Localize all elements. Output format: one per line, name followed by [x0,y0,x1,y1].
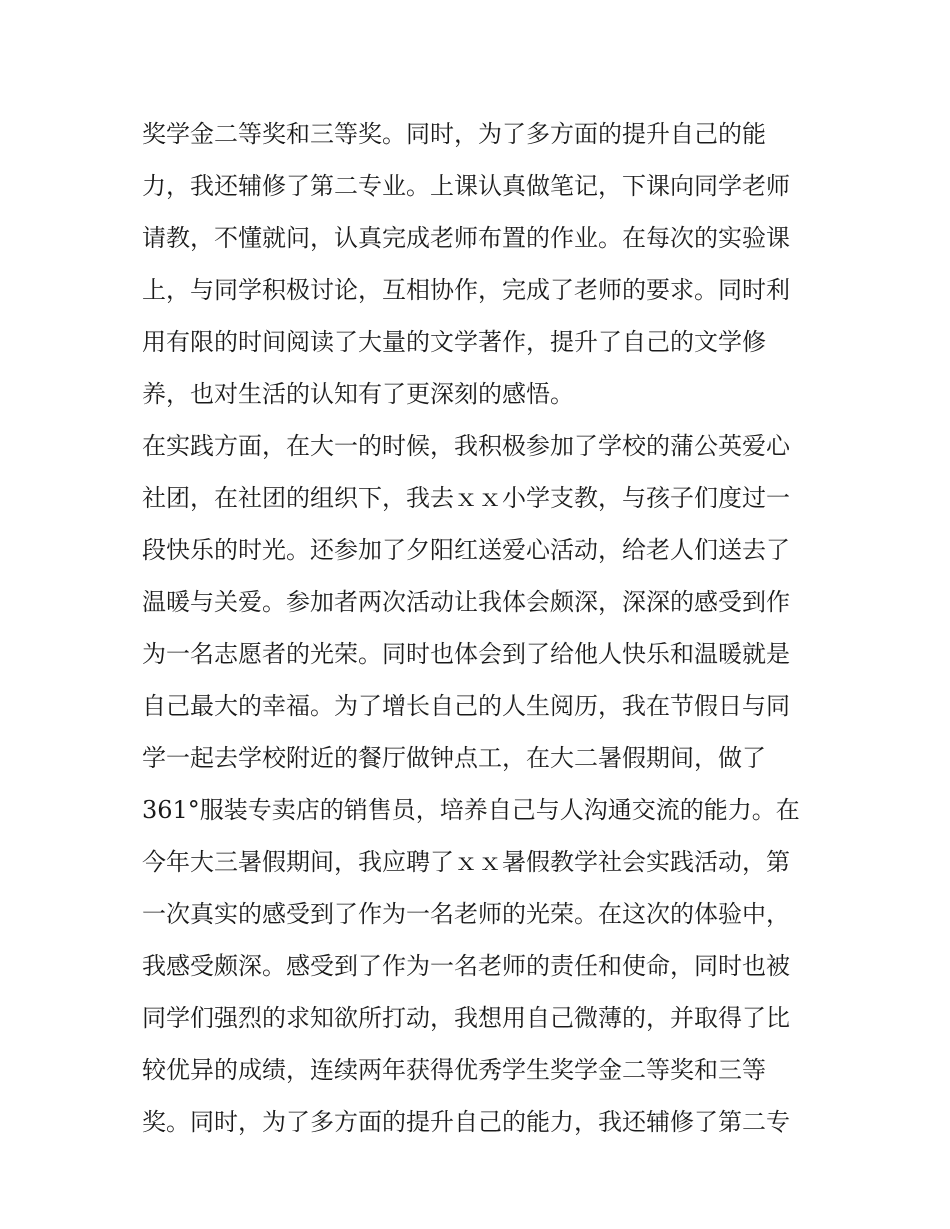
text-line: 今年大三暑假期间，我应聘了ｘｘ暑假教学社会实践活动，第 [142,848,790,876]
text-line: 同学们强烈的求知欲所打动，我想用自己微薄的，并取得了比 [142,1004,790,1032]
text-line: 段快乐的时光。还参加了夕阳红送爱心活动，给老人们送去了 [142,536,790,564]
text-line: 奖。同时，为了多方面的提升自己的能力，我还辅修了第二专 [142,1108,790,1136]
text-line: 一次真实的感受到了作为一名老师的光荣。在这次的体验中， [142,900,790,928]
text-line: 奖学金二等奖和三等奖。同时，为了多方面的提升自己的能 [142,120,766,148]
text-line: 在实践方面，在大一的时候，我积极参加了学校的蒲公英爱心 [142,432,790,460]
text-line: 养，也对生活的认知有了更深刻的感悟。 [142,380,574,408]
text-line: 请教，不懂就问，认真完成老师布置的作业。在每次的实验课 [142,224,790,252]
text-line: 361°服装专卖店的销售员，培养自己与人沟通交流的能力。在 [142,796,800,824]
text-line: 学一起去学校附近的餐厅做钟点工，在大二暑假期间，做了 [142,744,766,772]
body-text [142,108,822,1148]
text-line: 自己最大的幸福。为了增长自己的人生阅历，我在节假日与同 [142,692,790,720]
text-line: 较优异的成绩，连续两年获得优秀学生奖学金二等奖和三等 [142,1056,766,1084]
text-line: 为一名志愿者的光荣。同时也体会到了给他人快乐和温暖就是 [142,640,790,668]
text-line: 用有限的时间阅读了大量的文学著作，提升了自己的文学修 [142,328,766,356]
text-line: 我感受颇深。感受到了作为一名老师的责任和使命，同时也被 [142,952,790,980]
text-line: 上，与同学积极讨论，互相协作，完成了老师的要求。同时利 [142,276,790,304]
text-line: 温暖与关爱。参加者两次活动让我体会颇深，深深的感受到作 [142,588,790,616]
text-line: 社团，在社团的组织下，我去ｘｘ小学支教，与孩子们度过一 [142,484,790,512]
text-line: 力，我还辅修了第二专业。上课认真做笔记，下课向同学老师 [142,172,790,200]
